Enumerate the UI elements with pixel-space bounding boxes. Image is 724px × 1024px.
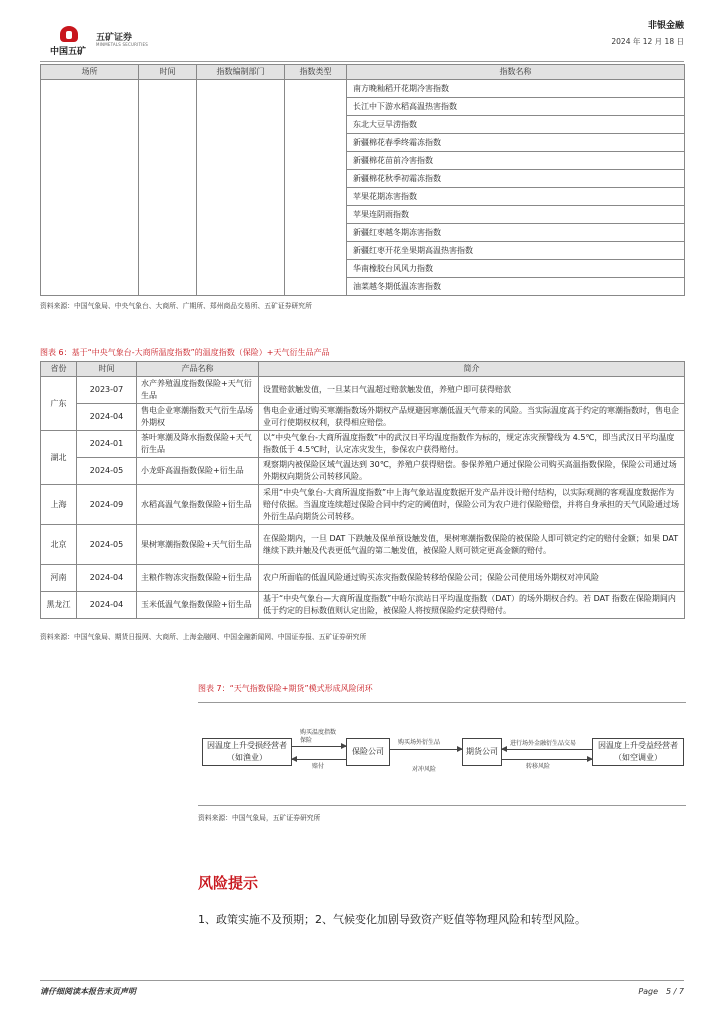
- col-header: 指数类型: [285, 65, 347, 80]
- header-divider: [40, 61, 684, 62]
- description-cell: 农户所面临的低温风险通过购买冻灾指数保险转移给保险公司；保险公司使用场外期权对冲风险: [259, 565, 685, 592]
- index-name: 油菜越冬期低温冻害指数: [347, 278, 685, 296]
- risk-text: 1、政策实施不及预期；2、气候变化加剧导致资产贬值等物理风险和转型风险。: [198, 913, 586, 926]
- product-name-cell: 果树寒潮指数保险+天气衍生品: [137, 525, 259, 565]
- col-header: 指数名称: [347, 65, 685, 80]
- arrow-transfer-risk: [502, 759, 592, 760]
- col-header: 场所: [41, 65, 139, 80]
- col-header: 指数编制部门: [197, 65, 285, 80]
- label-otc-trade: 进行场外金融衍生品交易: [510, 740, 577, 747]
- flow-box-loss-operator: 因温度上升受损经营者（如渔业）: [202, 738, 292, 766]
- footer-disclaimer: 请仔细阅读本报告末页声明: [40, 987, 136, 996]
- product-name-cell: 售电企业寒潮指数天气衍生品场外期权: [137, 404, 259, 431]
- index-name: 新疆棉花秋季初霜冻指数: [347, 170, 685, 188]
- index-table: [40, 64, 685, 296]
- empty-cell: [139, 80, 197, 296]
- province-cell: 北京: [41, 525, 77, 565]
- time-cell: 2024-04: [77, 404, 137, 431]
- flow-box-insurer: 保险公司: [346, 738, 390, 766]
- product-name-cell: 玉米低温气象指数保险+衍生品: [137, 592, 259, 619]
- index-name: 新疆棉花苗前冷害指数: [347, 152, 685, 170]
- table-row: [41, 565, 685, 592]
- index-name: 苹果连阴雨指数: [347, 206, 685, 224]
- description-cell: 以“中央气象台-大商所温度指数”中的武汉日平均温度指数作为标的，规定冻灾预警线为 4.5℃，即当武汉日平均温度指数低于 4.5℃时，认定冻灾发生，参保农户获得赔付。: [259, 431, 685, 458]
- time-cell: 2024-09: [77, 485, 137, 525]
- time-cell: 2024-01: [77, 431, 137, 458]
- table-row: [41, 525, 685, 565]
- figure6-title: 图表 6：基于“中央气象台-大商所温度指数”的温度指数（保险）+天气衍生品产品: [40, 348, 330, 357]
- index-name: 新疆棉花春季终霜冻指数: [347, 134, 685, 152]
- table-row: [41, 431, 685, 458]
- flow-box-gain-operator: 因温度上升受益经营者（如空调业）: [592, 738, 684, 766]
- product-name-cell: 水稻高温气象指数保险+衍生品: [137, 485, 259, 525]
- figure7-source: 资料来源：中国气象局，五矿证券研究所: [198, 814, 321, 822]
- product-name-cell: 水产养殖温度指数保险+天气衍生品: [137, 377, 259, 404]
- logo-company-en: MINMETALS SECURITIES: [96, 42, 148, 47]
- col-header: 省份: [41, 362, 77, 377]
- company-logo: [46, 26, 176, 56]
- description-cell: 观察期内被保险区域气温达到 30℃，养殖户获得赔偿。参保养殖户通过保险公司购买高温指数保险，保险公司通过场外期权向期货公司转移风险。: [259, 458, 685, 485]
- index-name: 苹果花期冻害指数: [347, 188, 685, 206]
- index-name: 新疆红枣开花坐果期高温热害指数: [347, 242, 685, 260]
- logo-icon: [60, 26, 78, 42]
- arrow-buy-otc: [390, 749, 462, 750]
- report-date: 2024 年 12 月 18 日: [611, 37, 684, 46]
- report-category: 非银金融: [647, 21, 684, 31]
- table-row: [41, 485, 685, 525]
- risk-loop-diagram: [198, 702, 686, 806]
- description-cell: 在保险期内，一旦 DAT 下跌触及保单预设触发值，果树寒潮指数保险的被保险人即可锁定约定的赔付金额；如果 DAT 继续下跌并触及代表更低气温的第二触发值，被保险人则可锁定更高金额的赔付。: [259, 525, 685, 565]
- product-name-cell: 小龙虾高温指数保险+衍生品: [137, 458, 259, 485]
- page-number: Page 5 / 7: [638, 987, 684, 996]
- table1-source: 资料来源：中国气象局、中央气象台、大商所、广期所、郑州商品交易所、五矿证券研究所: [40, 302, 312, 310]
- label-hedge: 对冲风险: [412, 766, 437, 773]
- description-cell: 采用“中央气象台-大商所温度指数”中上海气象站温度数据开发产品并设计赔付结构，以实际观测的客观温度数据作为赔付依据。当温度连续超过保险合同中约定的阈值时，保险公司为农户进行保险赔偿，并将自身承担的天气风险通过场外衍生品向期货公司转移。: [259, 485, 685, 525]
- figure6-source: 资料来源：中国气象局、期货日报网、大商所、上海金融网、中国金融新闻网、中国证券报、五矿证券研究所: [40, 633, 367, 641]
- col-header: 时间: [77, 362, 137, 377]
- risk-heading: 风险提示: [198, 874, 259, 892]
- table-row: [41, 404, 685, 431]
- province-cell: 湖北: [41, 431, 77, 485]
- description-cell: 基于“中央气象台—大商所温度指数”中哈尔滨站日平均温度指数（DAT）的场外期权合约。若 DAT 指数在保险期间内低于约定的目标数值则认定出险，被保险人将按照保险约定获得赔付。: [259, 592, 685, 619]
- time-cell: 2024-04: [77, 565, 137, 592]
- table-row: [41, 377, 685, 404]
- label-buy-otc: 购买场外衍生品: [398, 739, 441, 746]
- index-name: 东北大豆旱涝指数: [347, 116, 685, 134]
- arrow-otc-trade: [502, 749, 592, 750]
- table-row: [41, 458, 685, 485]
- index-name: 新疆红枣越冬期冻害指数: [347, 224, 685, 242]
- figure7-title: 图表 7：“天气指数保险+期货”模式形成风险闭环: [198, 684, 373, 693]
- arrow-buy-insurance: [292, 746, 346, 747]
- time-cell: 2023-07: [77, 377, 137, 404]
- province-cell: 广东: [41, 377, 77, 431]
- index-name: 长江中下游水稻高温热害指数: [347, 98, 685, 116]
- time-cell: 2024-04: [77, 592, 137, 619]
- empty-cell: [41, 80, 139, 296]
- empty-cell: [197, 80, 285, 296]
- index-name: 南方晚籼稻开花期冷害指数: [347, 80, 685, 98]
- col-header: 简介: [259, 362, 685, 377]
- province-cell: 黑龙江: [41, 592, 77, 619]
- empty-cell: [285, 80, 347, 296]
- label-payout: 赔付: [312, 763, 325, 770]
- index-name: 华南橡胶台风风力指数: [347, 260, 685, 278]
- product-table: [40, 361, 685, 619]
- col-header: 产品名称: [137, 362, 259, 377]
- flow-box-futures-firm: 期货公司: [462, 738, 502, 766]
- footer-divider: [40, 980, 684, 981]
- province-cell: 上海: [41, 485, 77, 525]
- label-buy-insurance: 购买温度指数保险: [300, 729, 337, 744]
- product-name-cell: 主粮作物冻灾指数保险+衍生品: [137, 565, 259, 592]
- logo-company-sec: 五矿证券: [96, 33, 133, 43]
- description-cell: 设置赔款触发值，一旦某日气温超过赔款触发值，养殖户即可获得赔款: [259, 377, 685, 404]
- arrow-payout: [292, 759, 346, 760]
- time-cell: 2024-05: [77, 458, 137, 485]
- logo-company-cn: 中国五矿: [50, 47, 87, 57]
- table-row: [41, 592, 685, 619]
- time-cell: 2024-05: [77, 525, 137, 565]
- product-name-cell: 茶叶寒潮及降水指数保险+天气衍生品: [137, 431, 259, 458]
- label-transfer-risk: 转移风险: [526, 763, 551, 770]
- col-header: 时间: [139, 65, 197, 80]
- province-cell: 河南: [41, 565, 77, 592]
- description-cell: 售电企业通过购买寒潮指数场外期权产品规避因寒潮低温天气带来的风险。当实际温度高于约定的寒潮指数时，售电企业可行使期权权利，获得相应赔偿。: [259, 404, 685, 431]
- table-row: [41, 80, 685, 98]
